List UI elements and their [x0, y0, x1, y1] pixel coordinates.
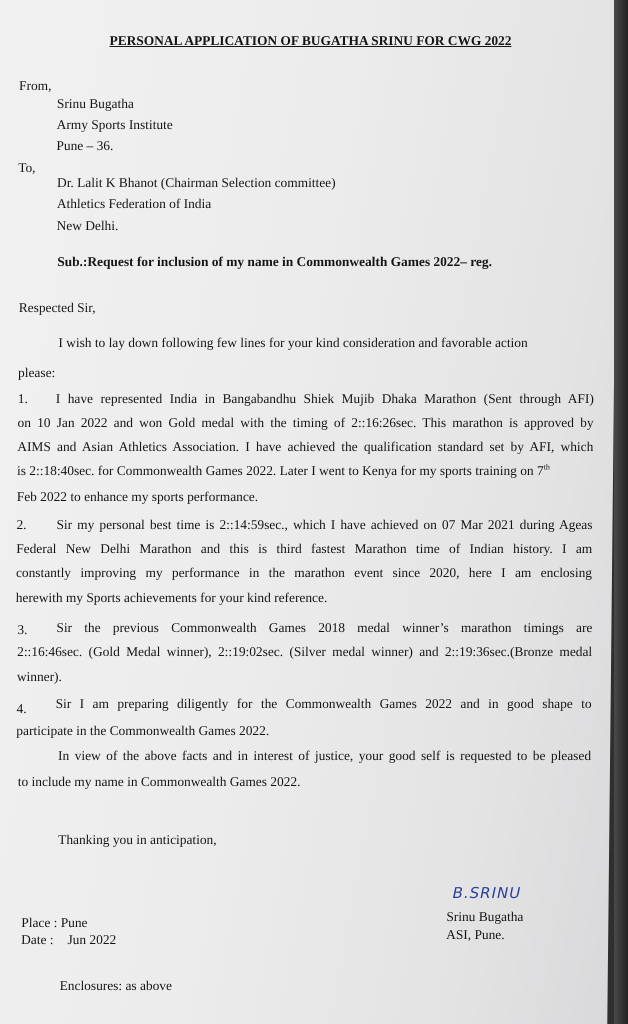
point-4-line-1: Sir I am preparing diligently for the Commonwealth Games 2022 and in good shape to: [55, 696, 592, 711]
intro-line-2: please:: [18, 365, 56, 380]
point-2-line-4: herewith my Sports achievements for your kind reference.: [15, 590, 328, 605]
point-1-line-4-text: is 2::18:40sec. for Commonwealth Games 2022. Later I went to Kenya for my sports training on 7: [16, 463, 544, 478]
point-1-line-1: I have represented India in Bangabandhu Shiek Mujib Dhaka Marathon (Sent through AFI): [55, 391, 594, 406]
point-2-number: 2.: [16, 517, 27, 532]
closing: Thanking you in anticipation,: [58, 832, 217, 847]
point-3-line-2: 2::16:46sec. (Gold Medal winner), 2::19:02sec. (Silver medal winner) and 2::19:36sec.(Bronze medal: [17, 644, 593, 659]
to-city: New Delhi.: [56, 218, 119, 233]
point-2-line-2: Federal New Delhi Marathon and this is third fastest Marathon time of Indian history. I am: [16, 541, 593, 556]
conclusion-line-1: In view of the above facts and in interest of justice, your good self is requested to be pleased: [58, 748, 592, 763]
conclusion-line-2: to include my name in Commonwealth Games 2022.: [17, 774, 301, 789]
signer-name: Srinu Bugatha: [446, 909, 524, 924]
point-3-line-1: Sir the previous Commonwealth Games 2018 medal winner’s marathon timings are: [56, 620, 593, 635]
from-label: From,: [19, 78, 52, 93]
point-3-line-3: winner).: [16, 669, 62, 684]
point-1-line-4: [17, 463, 550, 479]
point-1-number: 1.: [17, 391, 28, 406]
date-label: Date :: [21, 932, 54, 947]
point-1-line-2: on 10 Jan 2022 and won Gold medal with the timing of 2::16:26sec. This marathon is approved by: [17, 415, 594, 430]
point-1-line-3: AIMS and Asian Athletics Association. I have achieved the qualification standard set by AFI, which: [17, 439, 594, 454]
date-value: Jun 2022: [67, 932, 117, 947]
enclosures: Enclosures: as above: [59, 978, 173, 993]
to-name: Dr. Lalit K Bhanot (Chairman Selection committee): [57, 175, 336, 190]
from-organization: Army Sports Institute: [56, 117, 173, 132]
point-1-line-5: Feb 2022 to enhance my sports performance.: [16, 489, 259, 504]
to-label: To,: [18, 160, 36, 175]
point-4-number: 4.: [16, 701, 27, 716]
page-edge-shadow: [614, 0, 628, 1024]
letter-title: PERSONAL APPLICATION OF BUGATHA SRINU FOR CWG 2022: [109, 33, 512, 48]
subject-line: Sub.:Request for inclusion of my name in Commonwealth Games 2022– reg.: [57, 254, 493, 269]
place: Place : Pune: [21, 915, 88, 930]
salutation: Respected Sir,: [18, 300, 96, 315]
from-city: Pune – 36.: [56, 138, 114, 153]
date: [21, 932, 116, 948]
intro-line-1: I wish to lay down following few lines for your kind consideration and favorable action: [58, 335, 528, 350]
superscript-th: th: [543, 462, 550, 472]
handwritten-signature: B.SRINU: [452, 884, 522, 902]
from-name: Srinu Bugatha: [56, 96, 134, 111]
point-3-number: 3.: [17, 622, 28, 637]
point-4-line-2: participate in the Commonwealth Games 2022.: [16, 723, 270, 738]
point-2-line-1: Sir my personal best time is 2::14:59sec., which I have achieved on 07 Mar 2021 during Ageas: [56, 517, 593, 532]
signer-rank: ASI, Pune.: [446, 927, 505, 942]
to-organization: Athletics Federation of India: [56, 196, 212, 211]
point-2-line-3: constantly improving my performance in the marathon event since 2020, here I am enclosing: [15, 565, 593, 580]
